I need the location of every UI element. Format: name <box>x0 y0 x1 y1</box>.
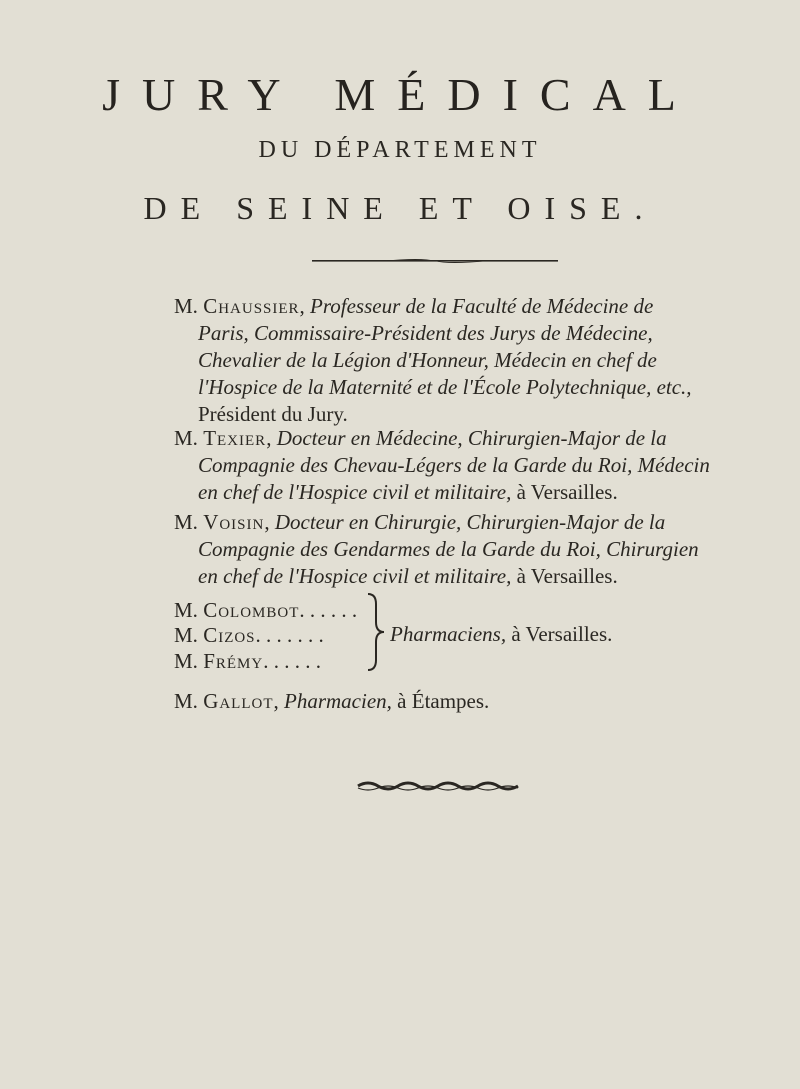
pharmacien-fremy <box>174 648 321 675</box>
pharmacien-cizos <box>174 622 324 649</box>
member-title-line: Professeur de la Faculté de Médecine de <box>310 294 654 318</box>
entry-prefix: M. <box>174 294 198 318</box>
member-location: à Versailles. <box>516 480 618 504</box>
entry-prefix: M. <box>174 649 198 673</box>
member-title-line: Docteur en Chirurgie, Chirurgien-Major de la <box>274 510 666 534</box>
member-name: Gallot <box>203 689 274 713</box>
member-name: Cizos <box>203 623 256 647</box>
department-title: DE SEINE ET OISE. <box>143 190 657 226</box>
leader-dots: . . . . . . . <box>255 623 324 647</box>
decorative-rule <box>312 258 558 264</box>
member-name: Colombot <box>203 598 300 622</box>
role-title: Pharmacien, <box>284 689 392 713</box>
member-name: Voisin <box>203 510 265 534</box>
member-title-line: Compagnie des Gendarmes de la Garde du Roi, Chirurgien <box>198 537 699 561</box>
jury-entry-gallot <box>174 688 714 715</box>
jury-entry-voisin <box>174 509 714 590</box>
entry-separator: , <box>266 426 272 450</box>
member-name: Chaussier <box>203 294 300 318</box>
role-location: à Étampes. <box>397 689 490 713</box>
entry-separator: , <box>264 510 270 534</box>
jury-entry-texier <box>174 425 714 506</box>
member-title-line <box>174 563 714 590</box>
entry-prefix: M. <box>174 623 198 647</box>
member-title-line: Compagnie des Chevau-Légers de la Garde du Roi, Médecin <box>198 453 710 477</box>
member-title-italic: en chef de l'Hospice civil et militaire, <box>198 564 512 588</box>
pharmaciens-role <box>390 621 612 648</box>
role-location: à Versailles. <box>511 622 613 646</box>
page-title: JURY MÉDICAL <box>102 69 698 120</box>
entry-prefix: M. <box>174 510 198 534</box>
pharmacien-colombot <box>174 597 357 624</box>
member-title-line: l'Hospice de la Maternité et de l'École Polytechnique, etc., <box>198 375 692 399</box>
entry-prefix: M. <box>174 426 198 450</box>
member-title-line <box>174 479 714 506</box>
curly-brace-icon <box>364 592 386 672</box>
ornament-divider-icon <box>356 778 526 794</box>
role-title: Pharmaciens, <box>390 622 507 646</box>
member-title-line: Paris, Commissaire-Président des Jurys de Médecine, <box>198 321 653 345</box>
member-location: à Versailles. <box>516 564 618 588</box>
leader-dots: . . . . . . <box>263 649 321 673</box>
member-name: Frémy <box>203 649 264 673</box>
entry-prefix: M. <box>174 689 198 713</box>
member-title-line: Docteur en Médecine, Chirurgien-Major de la <box>276 426 667 450</box>
entry-prefix: M. <box>174 598 198 622</box>
jury-entry-chaussier <box>174 293 714 428</box>
leader-dots: . . . . . . <box>299 598 358 622</box>
page-subtitle: DU DÉPARTEMENT <box>258 137 542 163</box>
entry-separator: , <box>299 294 305 318</box>
member-name: Texier <box>203 426 267 450</box>
member-title-italic: en chef de l'Hospice civil et militaire, <box>198 480 512 504</box>
member-role: Président du Jury. <box>198 402 348 426</box>
entry-separator: , <box>273 689 279 713</box>
member-title-line: Chevalier de la Légion d'Honneur, Médecin en chef de <box>198 348 657 372</box>
